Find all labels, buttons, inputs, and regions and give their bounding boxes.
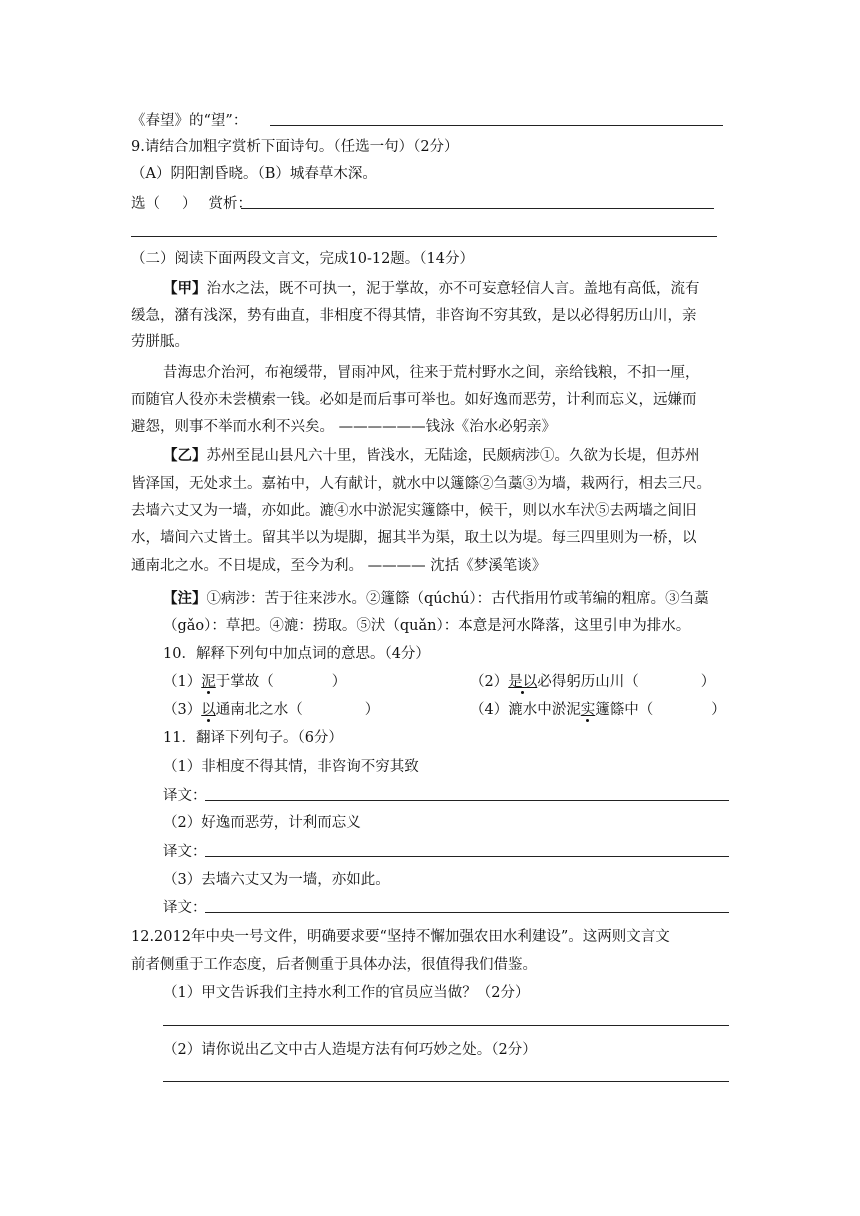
q12-prompt-line-1: 12.2012年中央一号文件，明确要求要“坚持不懈加强农田水利建设”。这两则文言文 [131, 929, 670, 945]
q11-label-2: 译文： [163, 844, 207, 860]
q9-answer-line-1[interactable] [241, 208, 714, 209]
q11-answer-line-2[interactable] [205, 856, 729, 857]
passage-a-line-4: 昔海忠介治河，布袍缓带，冒雨冲风，往来于荒村野水之间，亲给钱粮，不扣一厘， [163, 365, 700, 381]
q11-sentence-3: （3）去墙六丈又为一墙，亦如此。 [163, 872, 390, 888]
q8-answer-line[interactable] [270, 125, 723, 126]
passage-b-line-2: 皆泽国，无处求土。嘉祐中，人有献计，就水中以籧篨②刍藁③为墙，栽两行，相去三尺。 [131, 476, 711, 492]
q9-analysis-label: 赏析： [208, 196, 252, 212]
q9-prompt: 9.请结合加粗字赏析下面诗句。（任选一句）（2分） [131, 139, 459, 155]
q10-item-1-word: 泥 [201, 674, 216, 690]
section2-heading: （二）阅读下面两段文言文，完成10-12题。（14分） [131, 251, 474, 267]
q10-item-4: （4）漉水中淤泥实籧篨中（ ） [470, 702, 726, 718]
passage-a-line-6: 避怨，则事不举而水利不兴矣。 ——————钱泳《治水必躬亲》 [131, 419, 557, 435]
passage-a-line-1: 【甲】治水之法，既不可执一，泥于掌故，亦不可妄意轻信人言。盖地有高低，流有 [163, 280, 700, 297]
q8-label: 《春望》的“望”： [131, 113, 248, 129]
passage-b-line-3: 去墙六丈又为一墙，亦如此。漉④水中淤泥实籧篨中，候干，则以水车汱⑤去两墙之间旧 [131, 503, 697, 519]
passage-a-tag: 【甲】 [163, 280, 207, 297]
q12-answer-line-1[interactable] [163, 1025, 729, 1026]
notes-tag: 【注】 [163, 590, 207, 607]
passage-a-line-2: 缓急，潴有浅深，势有曲直，非相度不得其情，非咨询不穷其致，是以必得躬历山川，亲 [131, 308, 697, 324]
q12-prompt-line-2: 前者侧重于工作态度，后者侧重于具体办法，很值得我们借鉴。 [131, 957, 537, 973]
passage-b-line-1: 【乙】苏州至昆山县凡六十里，皆浅水，无陆途，民颇病涉①。久欲为长堤，但苏州 [163, 447, 700, 464]
notes-line-2: （gǎo）：草把。④漉：捞取。⑤汱（quǎn）：本意是河水降落，这里引申为排水。 [163, 618, 691, 634]
q11-sentence-1: （1）非相度不得其情，非咨询不穷其致 [163, 759, 419, 775]
q10-item-3-word: 以 [201, 702, 216, 718]
q9-select-close: ） [182, 196, 197, 212]
q10-item-3: （3）以通南北之水（ ） [163, 702, 380, 718]
q10-prompt: 10．解释下列句中加点词的意思。（4分） [163, 646, 430, 662]
q11-label-1: 译文： [163, 788, 207, 804]
q12-answer-line-2[interactable] [163, 1081, 729, 1082]
q12-sub-1: （1）甲文告诉我们主持水利工作的官员应当做？（2分） [163, 985, 530, 1001]
passage-b-line-5: 通南北之水。不日堤成，至今为利。 ———— 沈括《梦溪笔谈》 [131, 558, 547, 574]
passage-b-tag: 【乙】 [163, 447, 207, 464]
q10-item-4-word: 实 [580, 702, 596, 718]
q9-options: （A）阴阳割昏晓。（B）城春草木深。 [131, 166, 377, 182]
passage-a-line-3: 劳胼胝。 [131, 334, 189, 350]
passage-b-line-4: 水，墙间六丈皆土。留其半以为堤脚，掘其半为渠，取土以为堤。每三四里则为一桥，以 [131, 530, 697, 546]
q10-item-2: （2）是以必得躬历山川（ ） [470, 674, 716, 690]
q9-select-open: 选（ [131, 196, 160, 212]
passage-a-line-5: 而随官人役亦未尝横索一钱。必如是而后事可举也。如好逸而恶劳，计利而忘义，远嫌而 [131, 392, 697, 408]
q10-item-2-word: 是以 [508, 674, 538, 690]
q11-prompt: 11．翻译下列句子。（6分） [163, 730, 343, 746]
q11-answer-line-1[interactable] [205, 800, 729, 801]
q9-answer-line-2[interactable] [131, 236, 717, 237]
q11-sentence-2: （2）好逸而恶劳，计利而忘义 [163, 815, 361, 831]
q12-sub-2: （2）请你说出乙文中古人造堤方法有何巧妙之处。（2分） [163, 1042, 537, 1058]
q9-select-row [131, 194, 252, 214]
q10-item-1: （1）泥于掌故（ ） [163, 674, 347, 690]
q11-label-3: 译文： [163, 900, 207, 916]
notes-line-1: 【注】①病涉：苦于往来涉水。②籧篨（qúchú）：古代指用竹或苇编的粗席。③刍藁 [163, 590, 709, 607]
q11-answer-line-3[interactable] [205, 912, 729, 913]
